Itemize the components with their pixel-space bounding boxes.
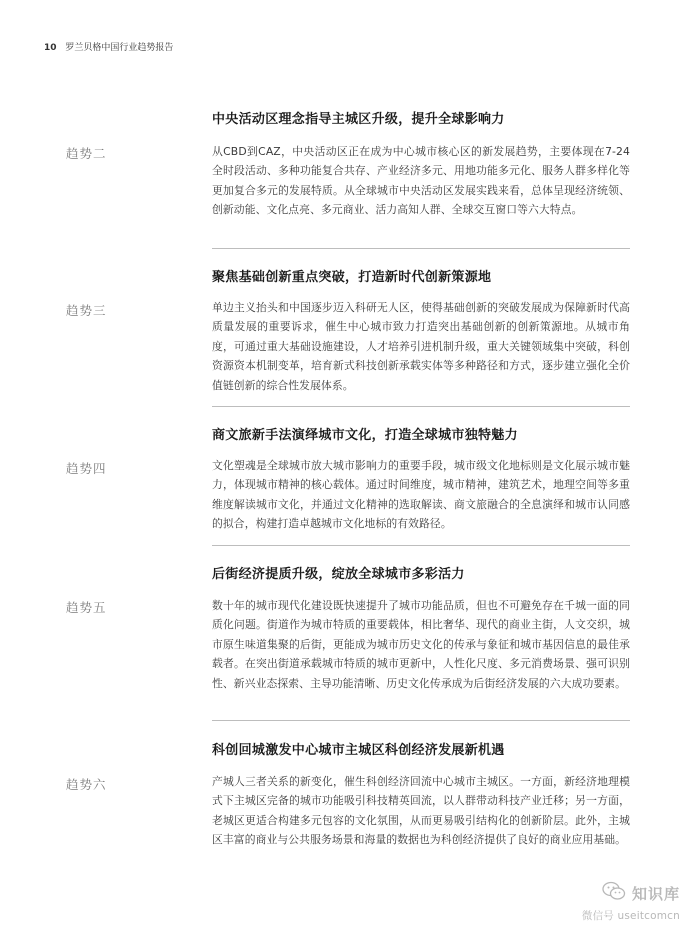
section-title: 科创回城激发中心城市主城区科创经济发展新机遇 xyxy=(212,743,505,758)
wechat-icon xyxy=(602,881,626,905)
trend-label: 趋势三 xyxy=(66,303,107,318)
section-divider xyxy=(212,545,630,546)
page-header xyxy=(44,40,173,53)
section-divider xyxy=(212,406,630,407)
trend-label: 趋势六 xyxy=(66,777,107,792)
watermark-brand: 知识库 xyxy=(631,884,680,903)
section-body: 单边主义抬头和中国逐步迈入科研无人区，使得基础创新的突破发展成为保障新时代高质量发展的重要诉求，催生中心城市致力打造突出基础创新的创新策源地。从城市角度，可通过重大基础设施建设，人才培养引进机制升级，重大关键领域集中突破，科创资源资本机制变革，培育新式科技创新承载实体等多种路径和方式，逐步建立强化全价值链创新的综合性发展体系。 xyxy=(212,301,630,392)
trend-label: 趋势四 xyxy=(66,461,107,476)
section-divider xyxy=(212,720,630,721)
section-divider xyxy=(212,248,630,249)
report-title: 罗兰贝格中国行业趋势报告 xyxy=(65,43,174,53)
trend-label: 趋势二 xyxy=(66,146,107,161)
watermark xyxy=(582,881,680,923)
section-title: 后街经济提质升级，绽放全球城市多彩活力 xyxy=(212,567,465,582)
section-body: 产城人三者关系的新变化，催生科创经济回流中心城市主城区。一方面，新经济地理模式下主城区完备的城市功能吸引科技精英回流，以人群带动科技产业迁移；另一方面，老城区更适合构建多元包容的文化氛围，从而更易吸引结构化的创新阶层。此外，主城区丰富的商业与公共服务场景和海量的数据也为科创经济提供了良好的商业应用基础。 xyxy=(212,775,630,847)
section-title: 商文旅新手法演绎城市文化，打造全球城市独特魅力 xyxy=(212,428,518,443)
section-body: 文化塑魂是全球城市放大城市影响力的重要手段，城市级文化地标则是文化展示城市魅力，体现城市精神的核心载体。通过时间维度，城市精神，建筑艺术，地理空间等多重维度解读城市文化，并通过文化精神的选取解读、商文旅融合的全息演绎和城市认同感的拟合，构建打造卓越城市文化地标的有效路径。 xyxy=(212,459,630,531)
section-body: 从CBD到CAZ，中央活动区正在成为中心城市核心区的新发展趋势，主要体现在7-24全时段活动、多种功能复合共存、产业经济多元、用地功能多元化、服务人群多样化等更加复合多元的发展特质。从全球城市中央活动区发展实践来看，总体呈现经济统领、创新动能、文化点亮、多元商业、活力高知人群、全球交互窗口等六大特点。 xyxy=(212,145,630,217)
section-title: 聚焦基础创新重点突破，打造新时代创新策源地 xyxy=(212,270,492,285)
trend-label: 趋势五 xyxy=(66,600,107,615)
page-number: 10 xyxy=(44,43,57,53)
watermark-wechat-id: 微信号 useitcomcn xyxy=(581,910,680,922)
section-body: 数十年的城市现代化建设既快速提升了城市功能品质，但也不可避免存在千城一面的同质化问题。街道作为城市特质的重要载体，相比奢华、现代的商业主街，人文交织，城市原生味道集聚的后街，更能成为城市历史文化的传承与象征和城市基因信息的最佳承载者。在突出街道承载城市特质的城市更新中，人性化尺度、多元消费场景、强可识别性、新兴业态探索、主导功能清晰、历史文化传承成为后街经济发展的六大成功要素。 xyxy=(212,599,630,690)
section-title: 中央活动区理念指导主城区升级，提升全球影响力 xyxy=(212,112,505,127)
